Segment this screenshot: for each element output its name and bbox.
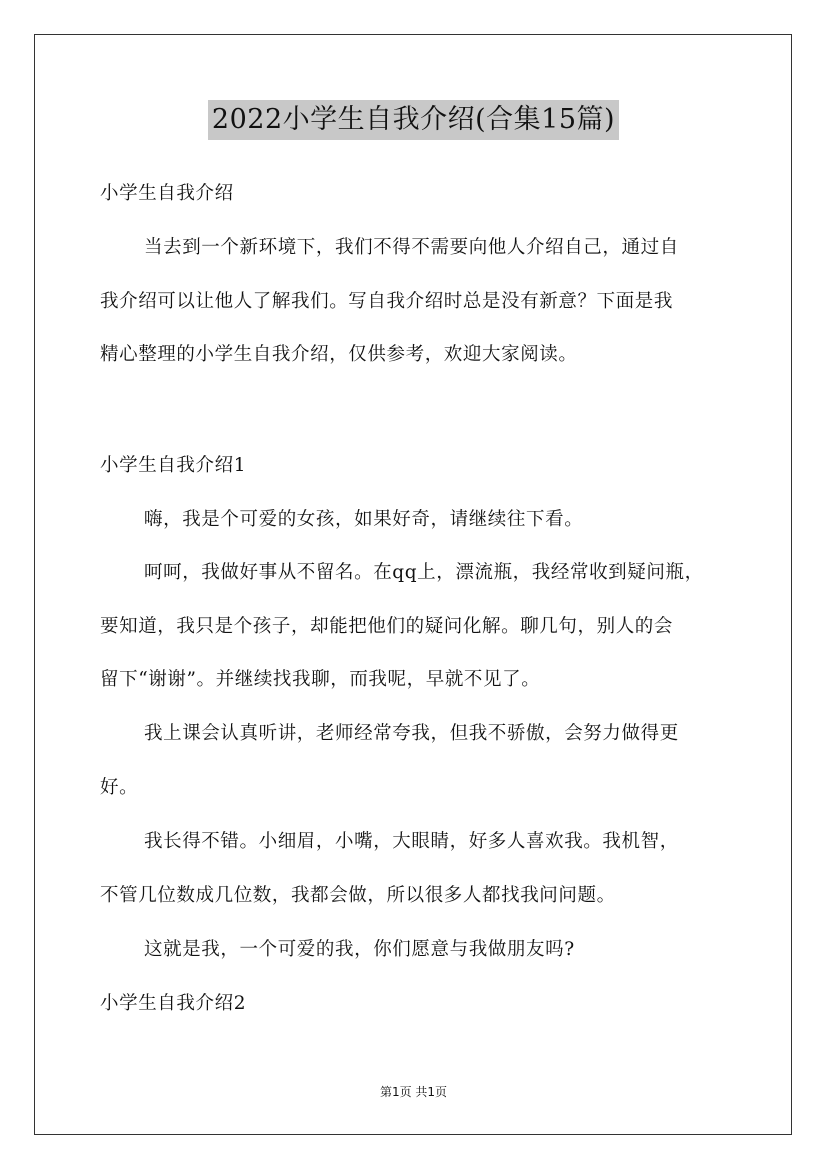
section1-para4-line1: 我长得不错。小细眉，小嘴，大眼睛，好多人喜欢我。我机智， <box>144 831 679 852</box>
intro-heading: 小学生自我介绍 <box>100 183 234 204</box>
section1-para4-line2: 不管几位数成几位数，我都会做，所以很多人都找我问问题。 <box>100 885 616 906</box>
page-number: 第1页 共1页 <box>379 1085 448 1099</box>
section1-para2-line1: 呵呵，我做好事从不留名。在qq上，漂流瓶，我经常收到疑问瓶， <box>144 562 704 583</box>
section1-para2-line2: 要知道，我只是个孩子，却能把他们的疑问化解。聊几句，别人的会 <box>100 616 674 637</box>
section1-para5: 这就是我，一个可爱的我，你们愿意与我做朋友吗? <box>144 939 575 960</box>
intro-line-2: 我介绍可以让他人了解我们。写自我介绍时总是没有新意？下面是我 <box>100 291 674 312</box>
intro-line-1: 当去到一个新环境下，我们不得不需要向他人介绍自己，通过自 <box>144 237 679 258</box>
section1-para3-line1: 我上课会认真听讲，老师经常夸我，但我不骄傲，会努力做得更 <box>144 723 679 744</box>
document-title: 2022小学生自我介绍(合集15篇) <box>208 100 619 140</box>
title-container <box>0 100 827 140</box>
section1-para3-line2: 好。 <box>100 777 139 798</box>
section2-heading: 小学生自我介绍2 <box>100 993 247 1014</box>
section1-heading: 小学生自我介绍1 <box>100 455 247 476</box>
section1-para1: 嗨，我是个可爱的女孩，如果好奇，请继续往下看。 <box>144 509 584 530</box>
intro-line-3: 精心整理的小学生自我介绍，仅供参考，欢迎大家阅读。 <box>100 344 578 365</box>
section1-para2-line3: 留下“谢谢”。并继续找我聊，而我呢，早就不见了。 <box>100 669 541 690</box>
